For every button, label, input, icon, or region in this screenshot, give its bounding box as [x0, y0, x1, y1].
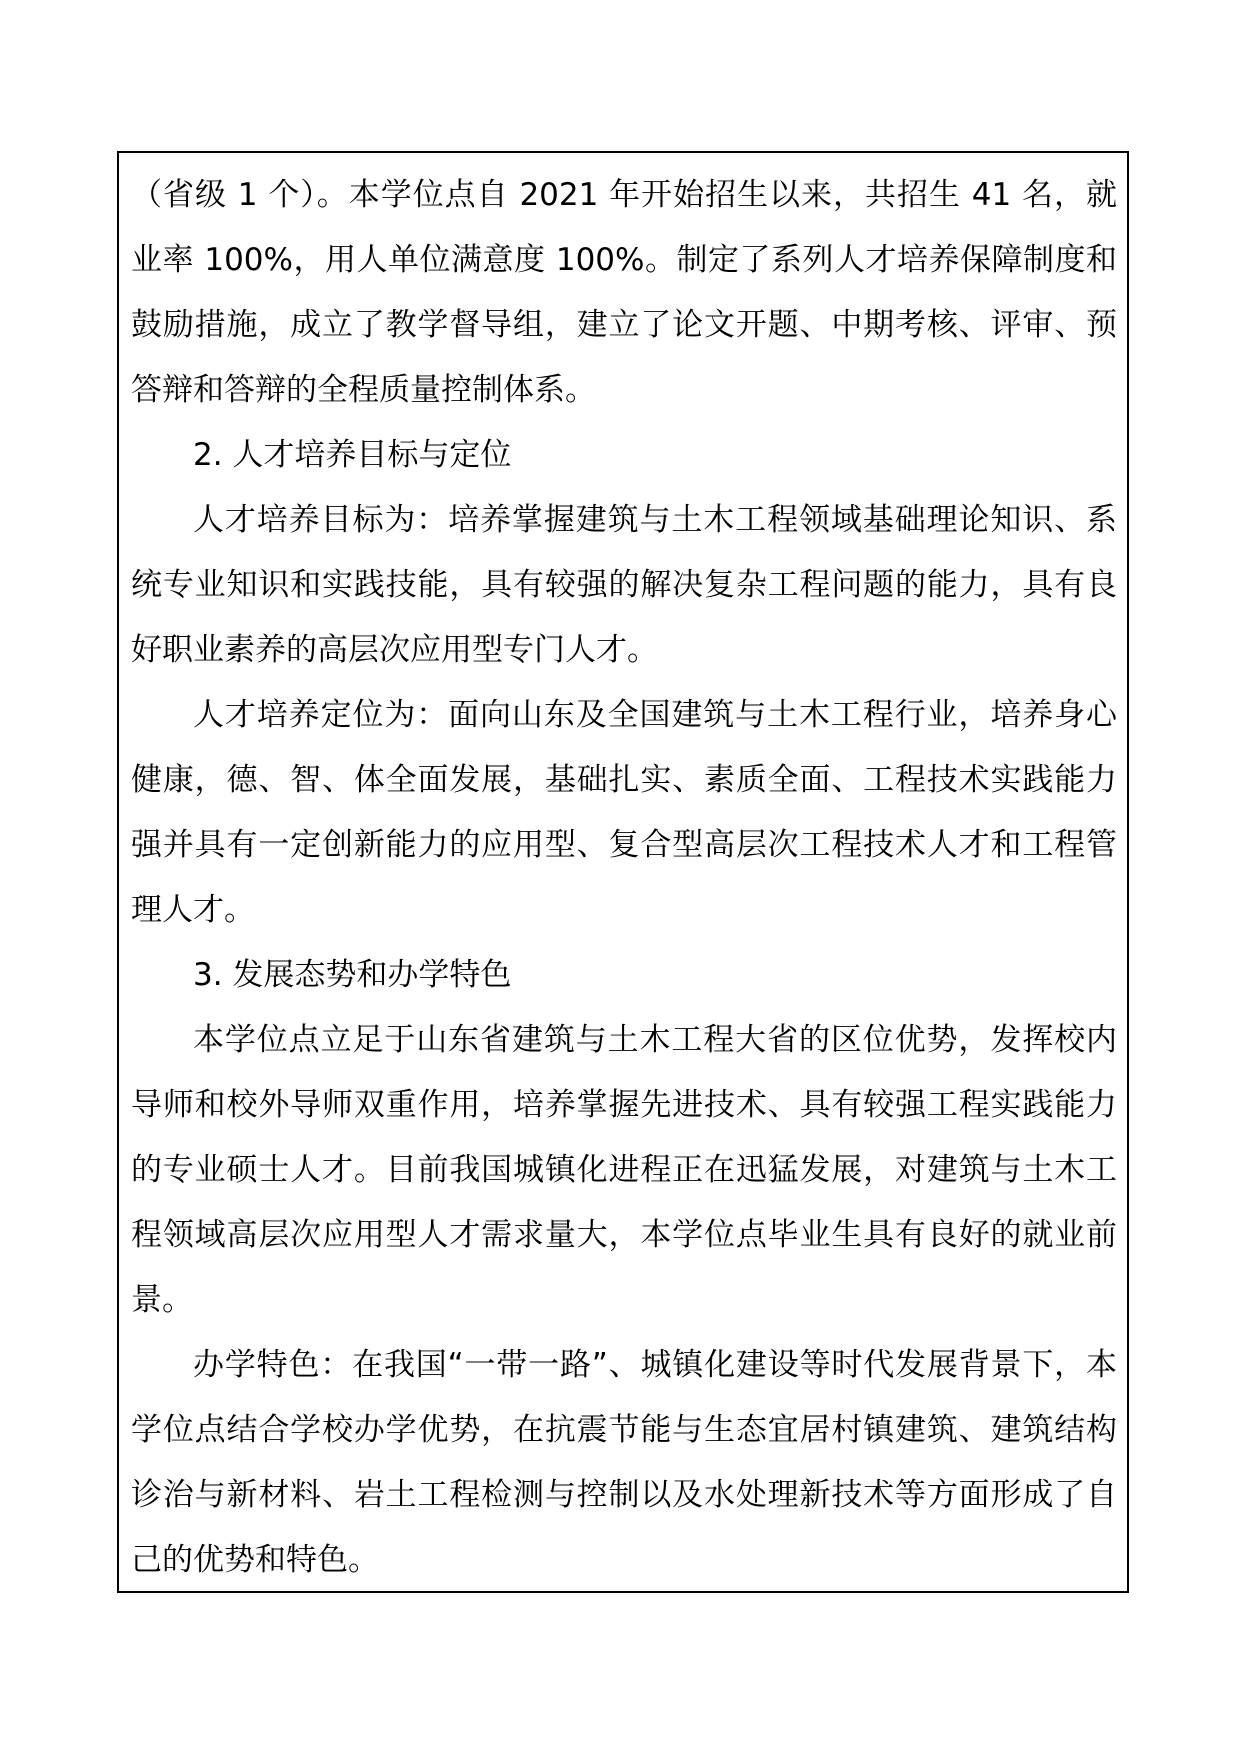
paragraph-training-goal: 人才培养目标为：培养掌握建筑与土木工程领域基础理论知识、系统专业知识和实践技能，具有较强的解决复杂工程问题的能力，具有良好职业素养的高层次应用型专门人才。 [131, 502, 1117, 668]
paragraph-school-features: 办学特色：在我国“一带一路”、城镇化建设等时代发展背景下，本学位点结合学校办学优势，在抗震节能与生态宜居村镇建筑、建筑结构诊治与新材料、岩土工程检测与控制以及水处理新技术等方面形成了自己的优势和特色。 [131, 1347, 1117, 1578]
section-heading-3: 3. 发展态势和办学特色 [193, 957, 512, 993]
table-cell-frame [117, 151, 1129, 1593]
cell-content [131, 163, 1117, 1593]
paragraph-training-positioning: 人才培养定位为：面向山东及全国建筑与土木工程行业，培养身心健康，德、智、体全面发展，基础扎实、素质全面、工程技术实践能力强并具有一定创新能力的应用型、复合型高层次工程技术人才和工程管理人才。 [131, 697, 1117, 928]
paragraph-continued: （省级 1 个）。本学位点自 2021 年开始招生以来，共招生 41 名，就业率 100%，用人单位满意度 100%。制定了系列人才培养保障制度和鼓励措施，成立了教学督导组，建立了论文开题、中期考核、评审、预答辩和答辩的全程质量控制体系。 [131, 177, 1117, 408]
paragraph-development-trend: 本学位点立足于山东省建筑与土木工程大省的区位优势，发挥校内导师和校外导师双重作用，培养掌握先进技术、具有较强工程实践能力的专业硕士人才。目前我国城镇化进程正在迅猛发展，对建筑与土木工程领域高层次应用型人才需求量大，本学位点毕业生具有良好的就业前景。 [131, 1022, 1117, 1318]
section-heading-2: 2. 人才培养目标与定位 [193, 437, 512, 473]
